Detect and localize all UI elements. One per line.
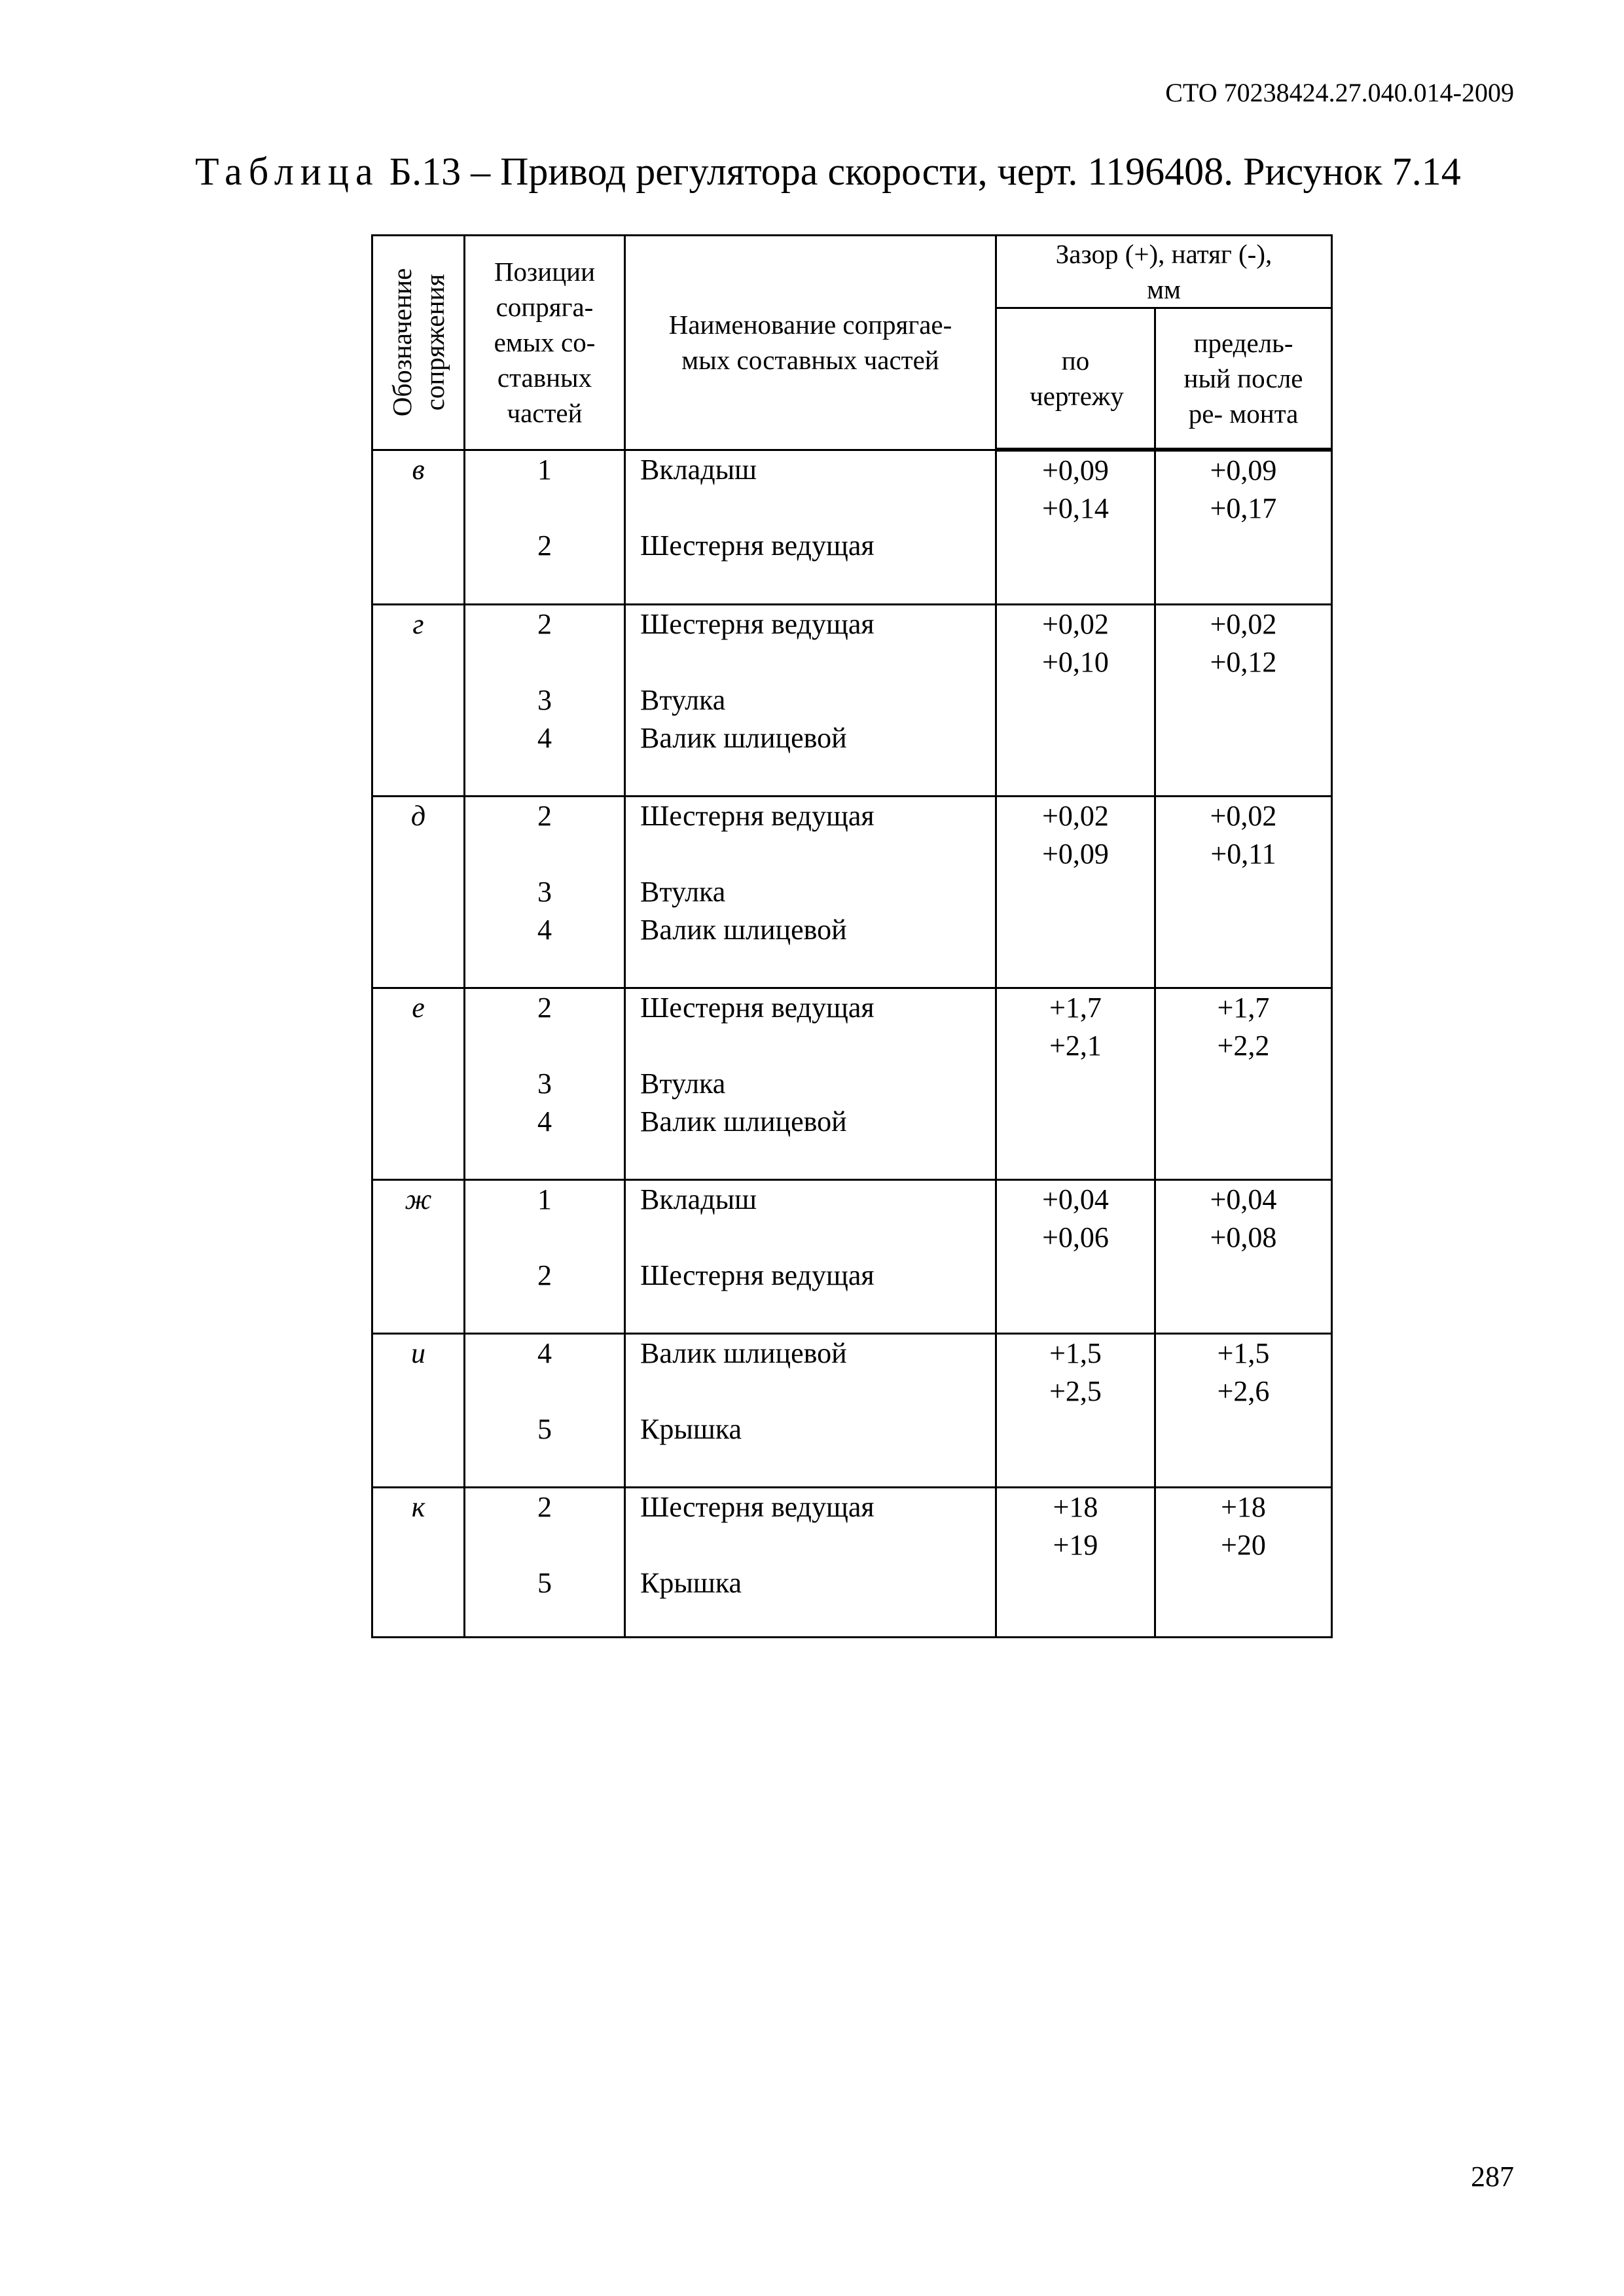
position-number: 4 [537, 1105, 552, 1138]
position-number [465, 835, 624, 873]
fit-table [371, 234, 1333, 1638]
part-name: Шестерня ведущая [640, 992, 875, 1024]
limit-value: +1,7 [1217, 992, 1270, 1024]
positions-cell [465, 1180, 625, 1334]
limit-value: +0,09 [1210, 454, 1277, 486]
header-limit-label: предель- ный после ре- монта [1183, 328, 1303, 429]
limit-value: +0,08 [1210, 1221, 1277, 1253]
page-number: 287 [1471, 2161, 1514, 2193]
table-row [372, 988, 1332, 1180]
limit-value: +0,02 [1210, 608, 1277, 640]
limit-value: +0,02 [1210, 800, 1277, 832]
names-cell [625, 1488, 996, 1638]
joint-mark: в [412, 453, 425, 486]
drawing-values-cell [996, 1180, 1155, 1334]
positions-cell [465, 988, 625, 1180]
limit-values-cell [1155, 1488, 1332, 1638]
joint-mark: е [412, 992, 425, 1024]
drawing-values-cell [996, 450, 1155, 605]
drawing-value: +0,02 [1042, 800, 1109, 832]
positions-cell [465, 1334, 625, 1488]
limit-value: +1,5 [1217, 1337, 1270, 1369]
part-name: Валик шлицевой [640, 1337, 847, 1369]
header-drawing [996, 308, 1155, 450]
drawing-values-cell [996, 988, 1155, 1180]
position-number [465, 489, 624, 527]
limit-value: +20 [1221, 1529, 1266, 1561]
joint-mark: д [410, 800, 426, 832]
document-code: СТО 70238424.27.040.014-2009 [1165, 78, 1514, 107]
position-number: 3 [537, 876, 552, 908]
drawing-value: +0,09 [1042, 838, 1109, 870]
drawing-value: +19 [1053, 1529, 1098, 1561]
part-name: Крышка [640, 1413, 742, 1445]
part-name: Втулка [640, 684, 726, 716]
part-name [640, 1526, 995, 1564]
part-name: Крышка [640, 1567, 742, 1599]
part-name: Валик шлицевой [640, 914, 847, 946]
position-number: 2 [537, 800, 552, 832]
drawing-value: +0,02 [1042, 608, 1109, 640]
header-mark [372, 236, 465, 450]
limit-values-cell [1155, 988, 1332, 1180]
drawing-value: +0,10 [1042, 646, 1109, 678]
limit-values-cell [1155, 605, 1332, 797]
position-number [465, 1372, 624, 1410]
part-name [640, 1372, 995, 1410]
position-number: 1 [537, 453, 552, 486]
limit-value: +0,04 [1210, 1183, 1277, 1215]
drawing-value: +0,09 [1042, 454, 1109, 486]
part-name [640, 489, 995, 527]
joint-mark-cell [372, 1180, 465, 1334]
position-number: 5 [537, 1413, 552, 1445]
position-number [465, 1219, 624, 1257]
names-cell [625, 605, 996, 797]
position-number: 5 [537, 1567, 552, 1599]
limit-value: +0,17 [1210, 492, 1277, 524]
limit-value: +0,11 [1210, 838, 1276, 870]
part-name: Валик шлицевой [640, 1105, 847, 1138]
part-name: Вкладыш [640, 1183, 757, 1215]
position-number: 3 [537, 1067, 552, 1100]
header-limit [1155, 308, 1332, 450]
table-row [372, 1488, 1332, 1638]
table-row [372, 1334, 1332, 1488]
header-names [625, 236, 996, 450]
joint-mark: к [411, 1491, 425, 1523]
header-mark-label: Обозначение сопряжения [387, 268, 450, 417]
names-cell [625, 1180, 996, 1334]
table-row [372, 450, 1332, 605]
part-name: Вкладыш [640, 453, 757, 486]
table-row [372, 797, 1332, 988]
positions-cell [465, 1488, 625, 1638]
header-names-label: Наименование сопрягае- мых составных частей [668, 310, 952, 376]
names-cell [625, 988, 996, 1180]
part-name: Шестерня ведущая [640, 608, 875, 640]
caption-text: Б.13 – Привод регулятора скорости, черт. 1196408. Рисунок 7.14 [389, 150, 1461, 193]
position-number: 4 [537, 1337, 552, 1369]
table-caption [195, 149, 1461, 194]
limit-values-cell [1155, 1334, 1332, 1488]
part-name [640, 1027, 995, 1065]
drawing-values-cell [996, 605, 1155, 797]
position-number: 4 [537, 722, 552, 754]
position-number: 2 [537, 992, 552, 1024]
positions-cell [465, 605, 625, 797]
joint-mark-cell [372, 450, 465, 605]
position-number [465, 1526, 624, 1564]
part-name: Втулка [640, 876, 726, 908]
part-name: Шестерня ведущая [640, 529, 875, 562]
position-number: 3 [537, 684, 552, 716]
table-row [372, 1180, 1332, 1334]
position-number: 1 [537, 1183, 552, 1215]
joint-mark: и [411, 1337, 425, 1369]
drawing-values-cell [996, 797, 1155, 988]
part-name [640, 835, 995, 873]
part-name: Шестерня ведущая [640, 1491, 875, 1523]
part-name: Шестерня ведущая [640, 800, 875, 832]
caption-label: Таблица [195, 150, 380, 193]
joint-mark: ж [405, 1183, 432, 1215]
position-number [465, 1027, 624, 1065]
part-name [640, 643, 995, 681]
drawing-value: +2,5 [1049, 1375, 1102, 1407]
part-name: Втулка [640, 1067, 726, 1100]
joint-mark-cell [372, 988, 465, 1180]
drawing-value: +1,7 [1049, 992, 1102, 1024]
drawing-value: +18 [1053, 1491, 1098, 1523]
joint-mark-cell [372, 605, 465, 797]
part-name: Валик шлицевой [640, 722, 847, 754]
joint-mark-cell [372, 1334, 465, 1488]
part-name: Шестерня ведущая [640, 1259, 875, 1291]
drawing-values-cell [996, 1334, 1155, 1488]
joint-mark: г [412, 608, 424, 640]
position-number: 4 [537, 914, 552, 946]
drawing-value: +0,14 [1042, 492, 1109, 524]
limit-value: +2,2 [1217, 1030, 1270, 1062]
drawing-value: +2,1 [1049, 1030, 1102, 1062]
limit-value: +0,12 [1210, 646, 1277, 678]
header-drawing-label: по чертежу [1030, 346, 1124, 411]
header-positions [465, 236, 625, 450]
drawing-value: +1,5 [1049, 1337, 1102, 1369]
limit-values-cell [1155, 1180, 1332, 1334]
table-row [372, 605, 1332, 797]
drawing-value: +0,04 [1042, 1183, 1109, 1215]
positions-cell [465, 797, 625, 988]
position-number [465, 643, 624, 681]
limit-value: +2,6 [1217, 1375, 1270, 1407]
limit-value: +18 [1221, 1491, 1266, 1523]
header-clearance [996, 236, 1332, 308]
names-cell [625, 1334, 996, 1488]
header-clearance-label: Зазор (+), натяг (-), мм [1055, 239, 1272, 304]
drawing-values-cell [996, 1488, 1155, 1638]
limit-values-cell [1155, 450, 1332, 605]
header-positions-label: Позиции сопряга- емых со- ставных частей [494, 257, 596, 429]
limit-values-cell [1155, 797, 1332, 988]
position-number: 2 [537, 529, 552, 562]
names-cell [625, 450, 996, 605]
position-number: 2 [537, 1491, 552, 1523]
positions-cell [465, 450, 625, 605]
part-name [640, 1219, 995, 1257]
position-number: 2 [537, 608, 552, 640]
joint-mark-cell [372, 797, 465, 988]
position-number: 2 [537, 1259, 552, 1291]
joint-mark-cell [372, 1488, 465, 1638]
names-cell [625, 797, 996, 988]
drawing-value: +0,06 [1042, 1221, 1109, 1253]
